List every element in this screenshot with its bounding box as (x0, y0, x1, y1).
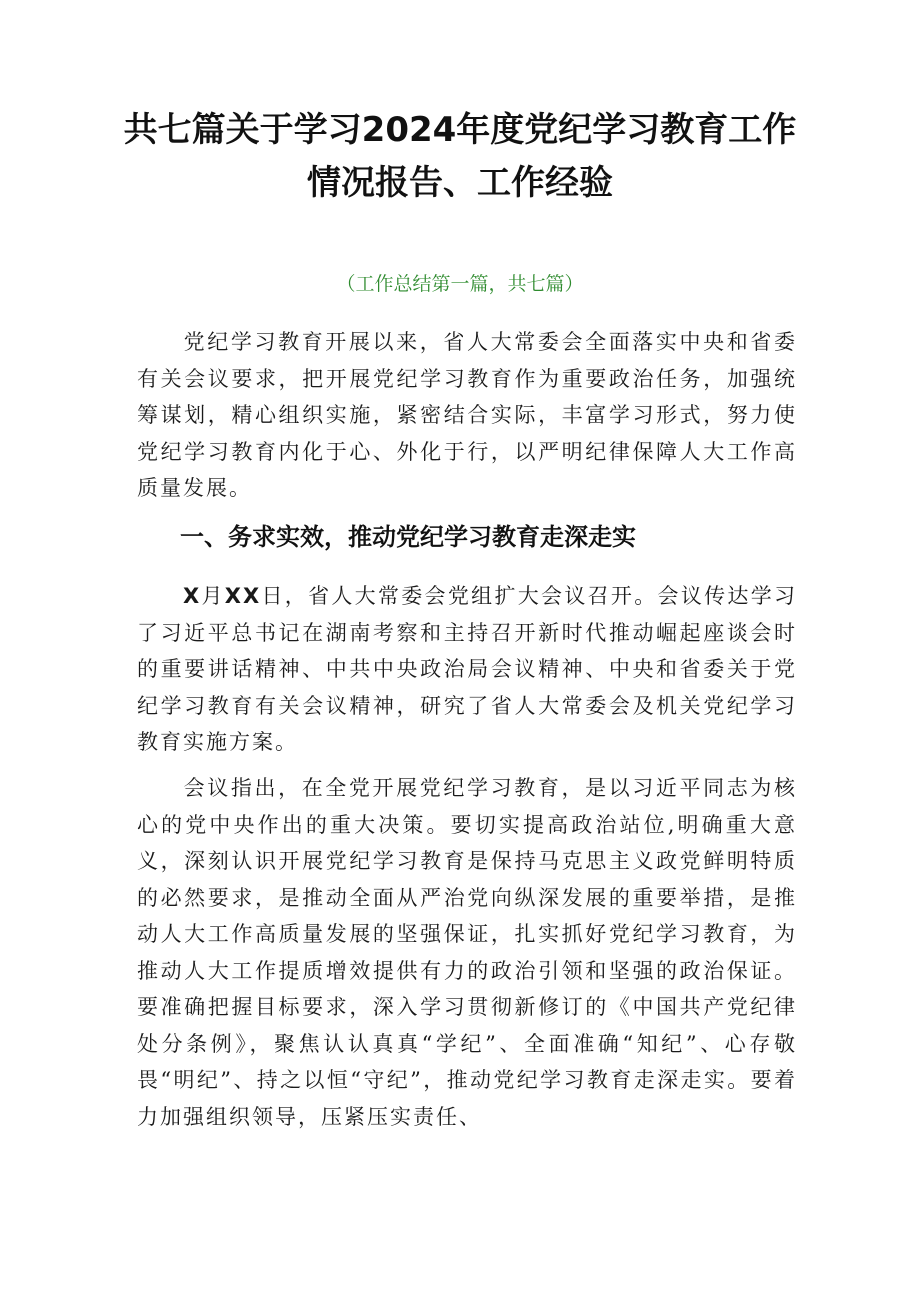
intro-paragraph-text: 党纪学习教育开展以来，省人大常委会全面落实中央和省委有关会议要求，把开展党纪学习教育作为重要政治任务，加强统筹谋划，精心组织实施，紧密结合实际，丰富学习形式，努力使党纪学习教育内化于心、外化于行，以严明纪律保障人大工作高质量发展。 (137, 330, 797, 500)
document-subtitle: （工作总结第一篇，共七篇） (336, 273, 584, 295)
meeting-paragraph-text: 日，省人大常委会党组扩大会议召开。会议传达学习了习近平总书记在湖南考察和主持召开新时代推动崛起座谈会时的重要讲话精神、中共中央政治局会议精神、中央和省委关于党纪学习教育有关会议精神，研究了省人大常委会及机关党纪学习教育实施方案。 (137, 584, 797, 754)
meeting-points-paragraph (137, 770, 797, 1135)
document-title: 共七篇关于学习2024年度党纪学习教育工作情况报告、工作经验 (123, 110, 797, 203)
section-heading-1: 一、务求实效，推动党纪学习教育走深走实 (180, 523, 636, 551)
meeting-points-text: 会议指出，在全党开展党纪学习教育，是以习近平同志为核心的党中央作出的重大决策。要切实提高政治站位,明确重大意义，深刻认识开展党纪学习教育是保持马克思主义政党鲜明特质的必然要求，是推动全面从严治党向纵深发展的重要举措，是推动人大工作高质量发展的坚强保证，扎实抓好党纪学习教育，为推动人大工作提质增效提供有力的政治引领和坚强的政治保证。要准确把握目标要求，深入学习贯彻新修订的《中国共产党纪律处分条例》，聚焦认认真真“学纪”、全面准确“知纪”、心存敬畏“明纪”、持之以恒“守纪”，推动党纪学习教育走深走实。要着力加强组织领导，压紧压实责任、 (137, 776, 797, 1129)
day-placeholder: XX (224, 584, 262, 608)
meeting-paragraph (137, 578, 797, 761)
month-char: 月 (201, 584, 225, 608)
month-placeholder: X (183, 584, 202, 608)
intro-paragraph (137, 324, 797, 507)
